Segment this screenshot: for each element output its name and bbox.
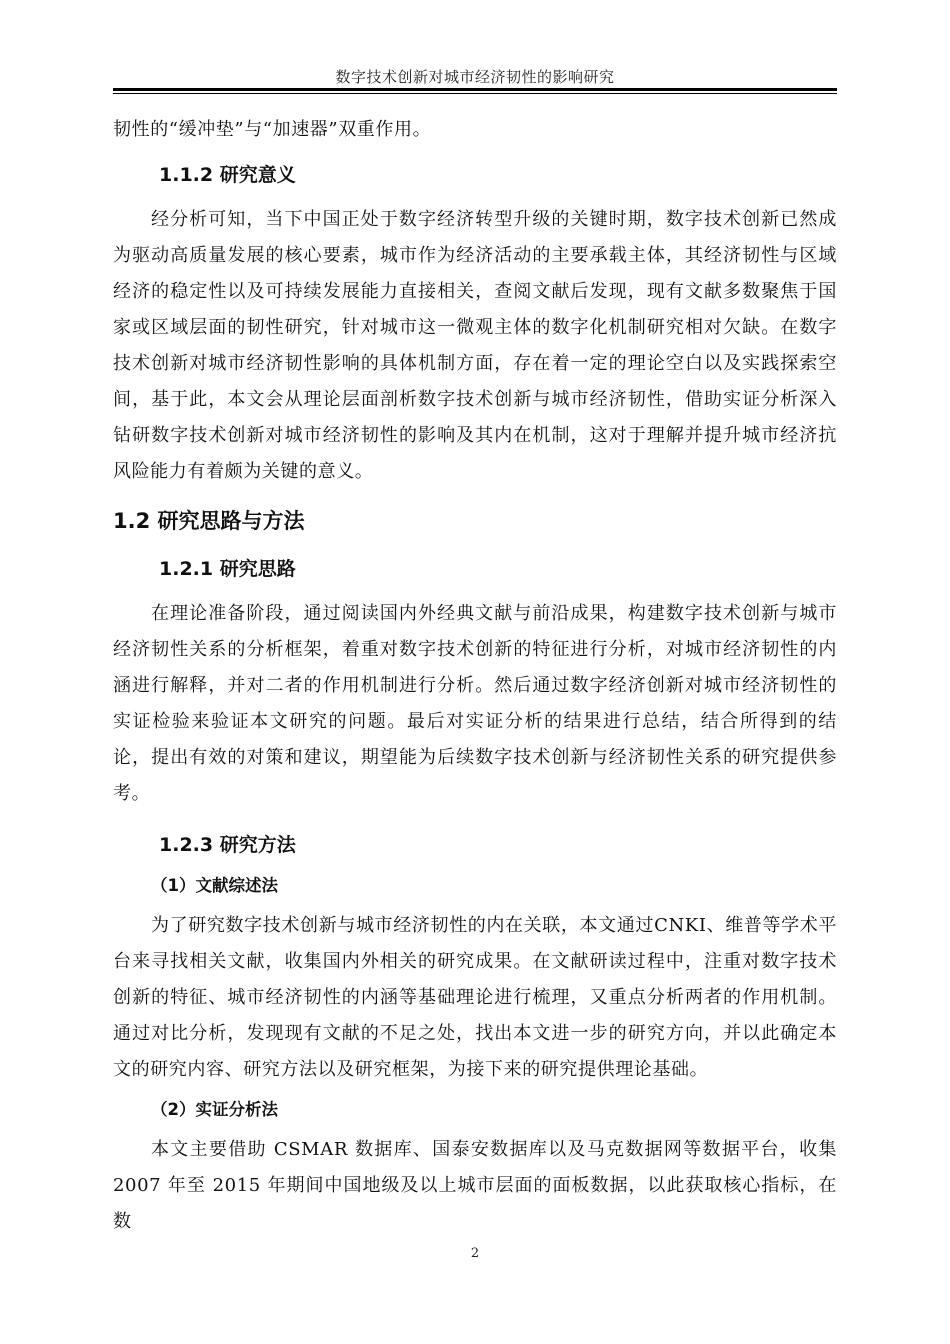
header-rule bbox=[113, 88, 837, 93]
heading-1-2-3: 1.2.3 研究方法 bbox=[159, 834, 296, 856]
paragraph-research-significance: 经分析可知，当下中国正处于数字经济转型升级的关键时期，数字技术创新已然成为驱动高质量发展的核心要素，城市作为经济活动的主要承载主体，其经济韧性与区域经济的稳定性以及可持续发展能力直接相关，查阅文献后发现，现有文献多数聚焦于国家或区域层面的韧性研究，针对城市这一微观主体的数字化机制研究相对欠缺。在数字技术创新对城市经济韧性影响的具体机制方面，存在着一定的理论空白以及实践探索空间，基于此，本文会从理论层面剖析数字技术创新与城市经济韧性，借助实证分析深入钻研数字技术创新对城市经济韧性的影响及其内在机制，这对于理解并提升城市经济抗风险能力有着颇为关键的意义。 bbox=[113, 209, 837, 482]
heading-method-literature-review: （1）文献综述法 bbox=[151, 876, 278, 895]
heading-1-2-1: 1.2.1 研究思路 bbox=[159, 558, 296, 580]
paragraph-continuation: 韧性的“缓冲垫”与“加速器”双重作用。 bbox=[113, 119, 432, 140]
paragraph-research-approach: 在理论准备阶段，通过阅读国内外经典文献与前沿成果，构建数字技术创新与城市经济韧性关系的分析框架，着重对数字技术创新的特征进行分析，对城市经济韧性的内涵进行解释，并对二者的作用机制进行分析。然后通过数字经济创新对城市经济韧性的实证检验来验证本文研究的问题。最后对实证分析的结果进行总结，结合所得到的结论，提出有效的对策和建议，期望能为后续数字技术创新与经济韧性关系的研究提供参考。 bbox=[113, 603, 837, 804]
paragraph-empirical-analysis: 本文主要借助 CSMAR 数据库、国泰安数据库以及马克数据网等数据平台，收集 2007 年至 2015 年期间中国地级及以上城市层面的面板数据，以此获取核心指标，在数 bbox=[113, 1139, 837, 1232]
paragraph-literature-review: 为了研究数字技术创新与城市经济韧性的内在关联，本文通过CNKI、维普等学术平台来寻找相关文献，收集国内外相关的研究成果。在文献研读过程中，注重对数字技术创新的特征、城市经济韧性的内涵等基础理论进行梳理，又重点分析两者的作用机制。通过对比分析，发现现有文献的不足之处，找出本文进一步的研究方向，并以此确定本文的研究内容、研究方法以及研究框架，为接下来的研究提供理论基础。 bbox=[113, 915, 837, 1080]
header-rule-thick bbox=[113, 88, 837, 91]
heading-1-2: 1.2 研究思路与方法 bbox=[113, 509, 305, 533]
running-header: 数字技术创新对城市经济韧性的影响研究 bbox=[335, 68, 615, 86]
heading-method-empirical-analysis: （2）实证分析法 bbox=[151, 1100, 278, 1119]
header-rule-thin bbox=[113, 93, 837, 94]
page-body bbox=[113, 112, 837, 1240]
page-number: 2 bbox=[470, 1246, 480, 1261]
heading-1-1-2: 1.1.2 研究意义 bbox=[159, 164, 296, 186]
